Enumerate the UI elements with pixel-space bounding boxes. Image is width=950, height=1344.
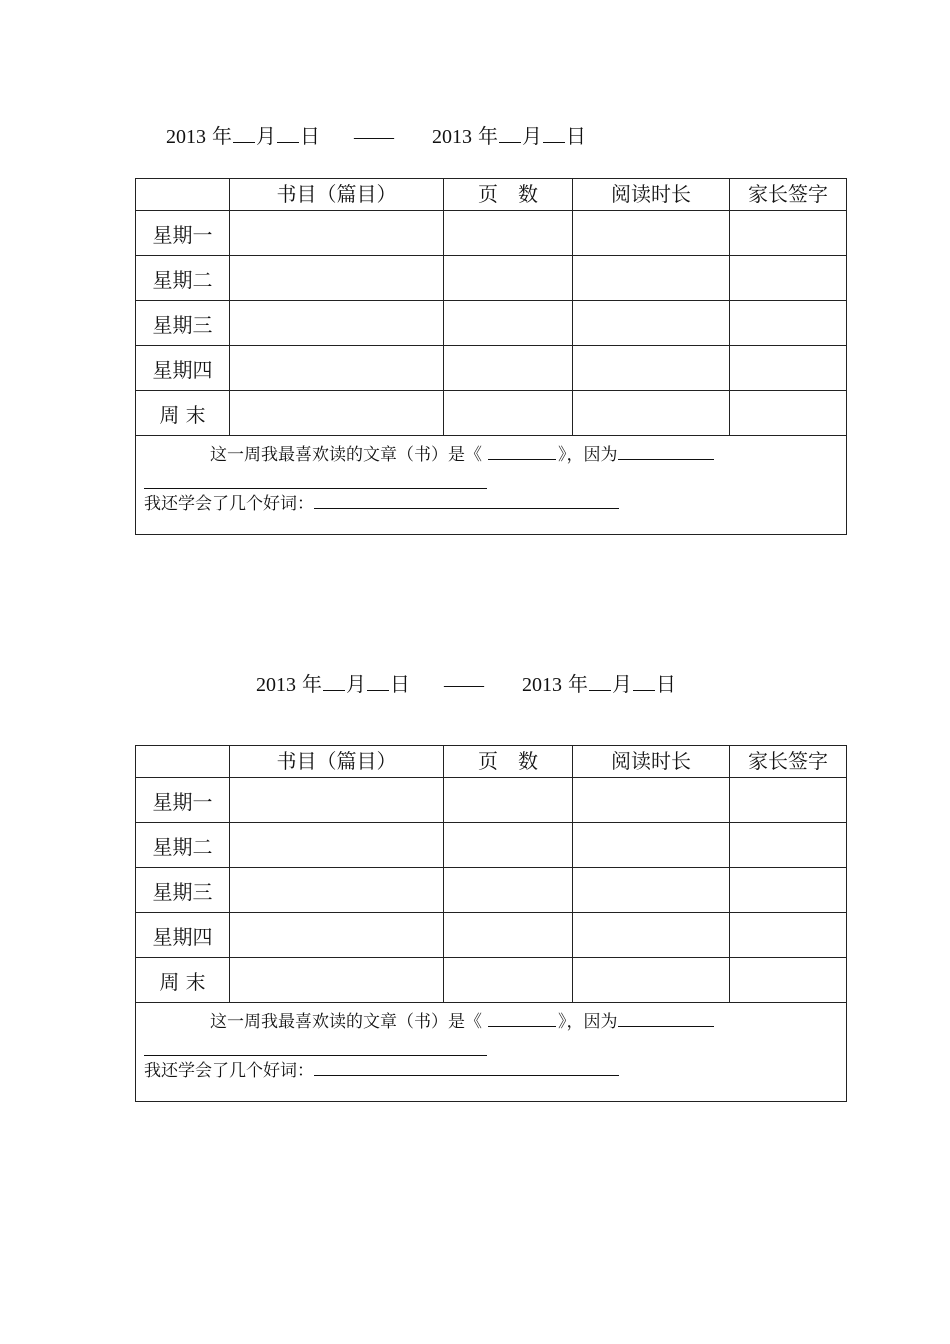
pages-cell[interactable] [444, 256, 573, 301]
pages-cell[interactable] [444, 391, 573, 436]
day-label: 星期四 [136, 346, 230, 391]
header-parent-signature: 家长签字 [730, 179, 847, 211]
words-label: 我还学会了几个好词： [144, 494, 314, 514]
header-reading-time: 阅读时长 [573, 746, 730, 778]
day-char: 日 [390, 674, 410, 696]
day-label: 星期二 [136, 256, 230, 301]
pages-cell[interactable] [444, 913, 573, 958]
book-title-cell[interactable] [230, 301, 444, 346]
day-char: 日 [566, 126, 586, 148]
table-row [136, 391, 847, 436]
header-pages: 页 数 [444, 179, 573, 211]
day-label: 星期三 [136, 868, 230, 913]
pages-cell[interactable] [444, 958, 573, 1003]
month-blank[interactable] [233, 124, 255, 143]
month-char: 月 [346, 674, 366, 696]
table-row [136, 778, 847, 823]
reason-blank[interactable] [618, 443, 714, 460]
book-title-cell[interactable] [230, 958, 444, 1003]
end-year: 2013 [432, 126, 472, 148]
pages-cell[interactable] [444, 346, 573, 391]
reading-time-cell[interactable] [573, 778, 730, 823]
words-label: 我还学会了几个好词： [144, 1061, 314, 1081]
date-separator: —— [354, 126, 394, 148]
year-char: 年 [478, 126, 498, 148]
start-year: 2013 [256, 674, 296, 696]
header-pages: 页 数 [444, 746, 573, 778]
header-book-title: 书目（篇目） [230, 179, 444, 211]
reading-time-cell[interactable] [573, 391, 730, 436]
book-title-cell[interactable] [230, 211, 444, 256]
table-row [136, 823, 847, 868]
reading-time-cell[interactable] [573, 301, 730, 346]
book-title-cell[interactable] [230, 913, 444, 958]
month-blank[interactable] [499, 124, 521, 143]
reason-blank[interactable] [618, 1010, 714, 1027]
month-char: 月 [522, 126, 542, 148]
date-range-line [256, 672, 676, 697]
day-label: 周 末 [136, 958, 230, 1003]
book-title-cell[interactable] [230, 256, 444, 301]
header-reading-time: 阅读时长 [573, 179, 730, 211]
month-blank[interactable] [323, 672, 345, 691]
signature-cell[interactable] [730, 301, 847, 346]
table-row [136, 346, 847, 391]
signature-cell[interactable] [730, 958, 847, 1003]
notes-cell [136, 1003, 847, 1102]
reading-time-cell[interactable] [573, 958, 730, 1003]
day-blank[interactable] [543, 124, 565, 143]
words-line [144, 1058, 838, 1084]
end-year: 2013 [522, 674, 562, 696]
header-row [136, 179, 847, 211]
reading-time-cell[interactable] [573, 823, 730, 868]
favorite-line [144, 1009, 838, 1035]
month-char: 月 [612, 674, 632, 696]
date-separator: —— [444, 674, 484, 696]
words-blank[interactable] [314, 1059, 619, 1076]
words-blank[interactable] [314, 492, 619, 509]
day-label: 星期一 [136, 778, 230, 823]
favorite-book-blank[interactable] [488, 443, 556, 460]
corner-cell [136, 746, 230, 778]
day-char: 日 [656, 674, 676, 696]
book-title-cell[interactable] [230, 778, 444, 823]
corner-cell [136, 179, 230, 211]
words-line [144, 491, 838, 517]
notes-row [136, 1003, 847, 1102]
pages-cell[interactable] [444, 301, 573, 346]
pages-cell[interactable] [444, 211, 573, 256]
table-row [136, 256, 847, 301]
favorite-suffix: 》，因为 [558, 445, 618, 465]
reason-continuation-blank[interactable] [144, 1035, 487, 1056]
pages-cell[interactable] [444, 778, 573, 823]
reading-log-table [135, 178, 847, 535]
reading-time-cell[interactable] [573, 211, 730, 256]
day-label: 星期一 [136, 211, 230, 256]
header-book-title: 书目（篇目） [230, 746, 444, 778]
favorite-book-blank[interactable] [488, 1010, 556, 1027]
year-char: 年 [302, 674, 322, 696]
favorite-prefix: 这一周我最喜欢读的文章（书）是《 [210, 445, 482, 465]
table-row [136, 868, 847, 913]
signature-cell[interactable] [730, 868, 847, 913]
signature-cell[interactable] [730, 256, 847, 301]
pages-cell[interactable] [444, 823, 573, 868]
book-title-cell[interactable] [230, 823, 444, 868]
favorite-suffix: 》，因为 [558, 1012, 618, 1032]
day-blank[interactable] [277, 124, 299, 143]
reading-time-cell[interactable] [573, 913, 730, 958]
date-range-line [166, 124, 586, 149]
signature-cell[interactable] [730, 823, 847, 868]
day-blank[interactable] [367, 672, 389, 691]
header-row [136, 746, 847, 778]
day-label: 星期三 [136, 301, 230, 346]
reading-time-cell[interactable] [573, 868, 730, 913]
favorite-line [144, 442, 838, 468]
book-title-cell[interactable] [230, 391, 444, 436]
table-row [136, 958, 847, 1003]
year-char: 年 [568, 674, 588, 696]
signature-cell[interactable] [730, 211, 847, 256]
month-char: 月 [256, 126, 276, 148]
day-label: 星期二 [136, 823, 230, 868]
header-parent-signature: 家长签字 [730, 746, 847, 778]
notes-cell [136, 436, 847, 535]
book-title-cell[interactable] [230, 346, 444, 391]
signature-cell[interactable] [730, 913, 847, 958]
reason-continuation-blank[interactable] [144, 468, 487, 489]
signature-cell[interactable] [730, 391, 847, 436]
day-label: 星期四 [136, 913, 230, 958]
signature-cell[interactable] [730, 346, 847, 391]
notes-row [136, 436, 847, 535]
table-row [136, 301, 847, 346]
table-row [136, 913, 847, 958]
month-blank[interactable] [589, 672, 611, 691]
reading-log-table [135, 745, 847, 1102]
start-year: 2013 [166, 126, 206, 148]
day-blank[interactable] [633, 672, 655, 691]
reading-time-cell[interactable] [573, 346, 730, 391]
favorite-prefix: 这一周我最喜欢读的文章（书）是《 [210, 1012, 482, 1032]
book-title-cell[interactable] [230, 868, 444, 913]
day-label: 周 末 [136, 391, 230, 436]
day-char: 日 [300, 126, 320, 148]
pages-cell[interactable] [444, 868, 573, 913]
year-char: 年 [212, 126, 232, 148]
signature-cell[interactable] [730, 778, 847, 823]
reading-time-cell[interactable] [573, 256, 730, 301]
table-row [136, 211, 847, 256]
